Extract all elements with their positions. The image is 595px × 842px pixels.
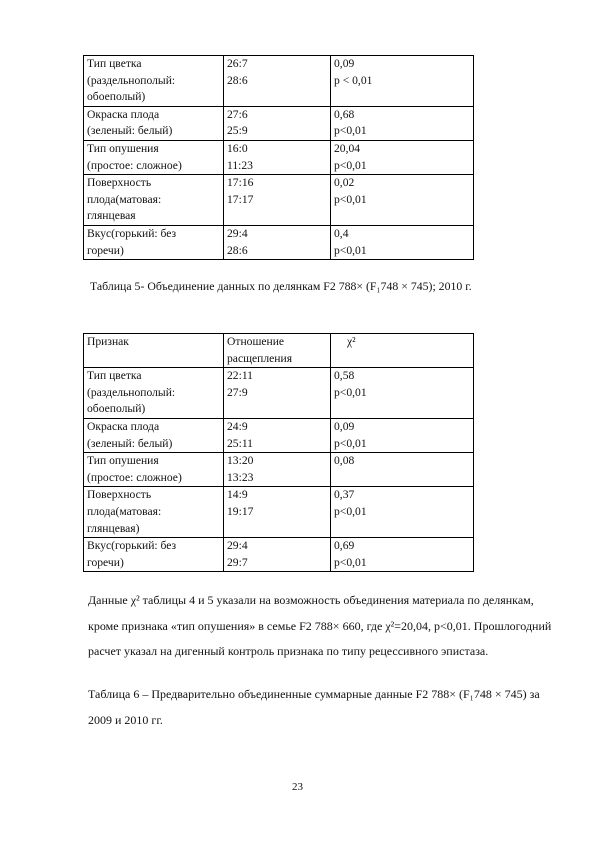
header-ratio: Отношение расщепления — [224, 334, 331, 368]
chi-cell: 0,09 p<0,01 — [331, 418, 474, 452]
trait-cell: Поверхность плода(матовая: глянцевая — [84, 175, 224, 226]
table-5-caption: Таблица 5- Объединение данных по делянкам F2 788× (F₁748 × 745); 2010 г. — [90, 279, 472, 293]
chi-cell: 0,09 p < 0,01 — [331, 56, 474, 107]
trait-cell: Тип цветка (раздельнополый: обоеполый) — [84, 368, 224, 419]
chi-cell: 0,08 — [331, 453, 474, 487]
ratio-cell: 13:20 13:23 — [224, 453, 331, 487]
chi-cell: 0,58 p<0,01 — [331, 368, 474, 419]
trait-cell: Тип опушения (простое: сложное) — [84, 140, 224, 174]
trait-cell: Вкус(горький: без горечи) — [84, 225, 224, 259]
table-6-caption: Таблица 6 – Предварительно объединенные суммарные данные F2 788× (F₁748 × 745) за 2009 и 2010 гг. — [88, 687, 540, 727]
ratio-cell: 29:4 28:6 — [224, 225, 331, 259]
ratio-cell: 26:7 28:6 — [224, 56, 331, 107]
table-header-row — [84, 334, 474, 368]
ratio-cell: 22:11 27:9 — [224, 368, 331, 419]
chi-cell: 20,04 p<0,01 — [331, 140, 474, 174]
table-row — [84, 225, 474, 259]
table-row — [84, 56, 474, 107]
chi-cell: 0,69 p<0,01 — [331, 538, 474, 572]
page-number: 23 — [292, 781, 303, 793]
table-row — [84, 453, 474, 487]
table-row — [84, 418, 474, 452]
trait-cell: Поверхность плода(матовая: глянцевая) — [84, 487, 224, 538]
table-5 — [83, 333, 474, 572]
trait-cell: Окраска плода (зеленый: белый) — [84, 418, 224, 452]
chi-cell: 0,02 p<0,01 — [331, 175, 474, 226]
ratio-cell: 24:9 25:11 — [224, 418, 331, 452]
table-4-continuation — [83, 55, 474, 260]
ratio-cell: 27:6 25:9 — [224, 106, 331, 140]
trait-cell: Окраска плода (зеленый: белый) — [84, 106, 224, 140]
ratio-cell: 29:4 29:7 — [224, 538, 331, 572]
body-paragraph: Данные χ² таблицы 4 и 5 указали на возможность объединения материала по делянкам, кроме признака «тип опушения» в семье F2 788× 660, где χ²=20,04, р<0,01. Прошлогодний расчет указал на дигенный контроль признака по типу рецессивного эпистаза. — [88, 593, 552, 659]
chi-cell: 0,37 p<0,01 — [331, 487, 474, 538]
trait-cell: Тип цветка (раздельнополый: обоеполый) — [84, 56, 224, 107]
trait-cell: Тип опушения (простое: сложное) — [84, 453, 224, 487]
ratio-cell: 14:9 19:17 — [224, 487, 331, 538]
table-row — [84, 487, 474, 538]
chi-cell: 0,4 p<0,01 — [331, 225, 474, 259]
table-row — [84, 368, 474, 419]
table-row — [84, 140, 474, 174]
table-row — [84, 175, 474, 226]
ratio-cell: 17:16 17:17 — [224, 175, 331, 226]
header-trait: Признак — [84, 334, 224, 368]
table-row — [84, 538, 474, 572]
trait-cell: Вкус(горький: без горечи) — [84, 538, 224, 572]
table-row — [84, 106, 474, 140]
chi-cell: 0,68 p<0,01 — [331, 106, 474, 140]
ratio-cell: 16:0 11:23 — [224, 140, 331, 174]
header-chi: χ² — [331, 334, 474, 368]
